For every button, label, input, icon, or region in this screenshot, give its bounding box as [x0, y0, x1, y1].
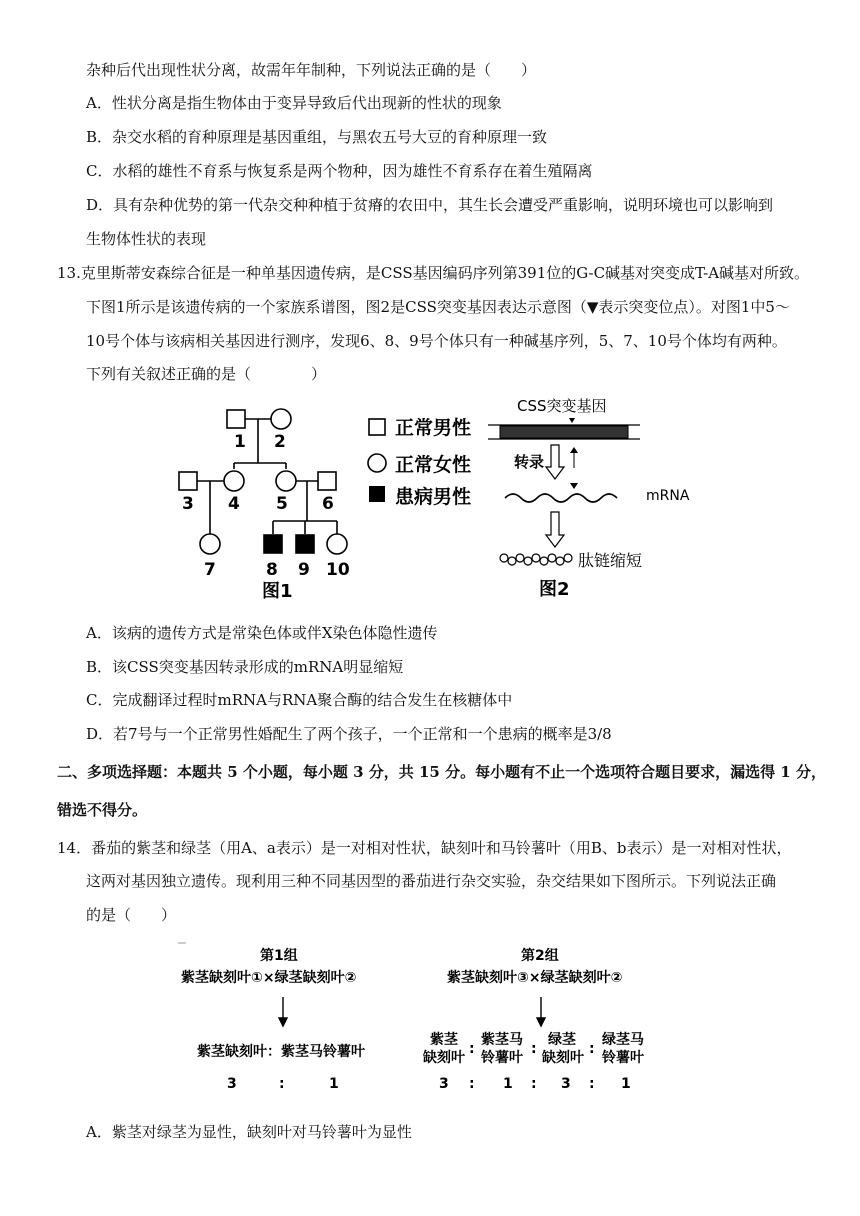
q13-stem-line3: 10号个体与该病相关基因进行测序，发现6、8、9号个体只有一种碱基序列，5、7、10号个体均有两种。	[86, 332, 787, 350]
q13-option-c: C．完成翻译过程时mRNA与RNA聚合酶的结合发生在核糖体中	[86, 691, 513, 709]
group2-ratio-3: 3	[561, 1076, 571, 1092]
q14-stem-line3: 的是（ ）	[86, 906, 177, 924]
legend-affected-symbol	[369, 486, 385, 502]
group2-ratio-4: 1	[621, 1076, 631, 1092]
pedigree-label-2: 2	[274, 432, 286, 452]
pedigree-individual-5	[276, 471, 296, 491]
group2-p2-line2: 铃薯叶	[481, 1050, 523, 1066]
group2-p1-line2: 缺刻叶	[423, 1050, 465, 1066]
q14-stem-line2: 这两对基因独立遗传。现利用三种不同基因型的番茄进行杂交实验，杂交结果如下图所示。下列说法正确	[86, 872, 777, 890]
pedigree-label-5: 5	[276, 494, 288, 514]
group2-p3-line2: 缺刻叶	[542, 1050, 584, 1066]
group2-p4-line2: 铃薯叶	[602, 1050, 644, 1066]
mutation-marker-mrna	[570, 483, 578, 489]
group2-ratio-2: 1	[503, 1076, 513, 1092]
q13-option-d: D．若7号与一个正常男性婚配生了两个孩子，一个正常和一个患病的概率是3/8	[86, 725, 612, 743]
mutation-marker-arrow	[570, 447, 578, 453]
peptide-chain	[500, 554, 572, 565]
transcription-label: 转录	[514, 453, 545, 471]
pedigree-individual-2	[271, 409, 291, 429]
q14-option-a: A．紫茎对绿茎为显性，缺刻叶对马铃薯叶为显性	[86, 1123, 412, 1141]
q14-stem-line1: 14．番茄的紫茎和绿茎（用A、a表示）是一对相对性状，缺刻叶和马铃薯叶（用B、b表示）是一对相对性状，	[57, 839, 792, 857]
pedigree-individual-4	[224, 471, 244, 491]
mrna-strand	[505, 494, 617, 502]
q12-option-b: B．杂交水稻的育种原理是基因重组，与黑农五号大豆的育种原理一致	[86, 128, 548, 146]
legend-female-symbol	[368, 454, 386, 472]
pedigree-chart	[179, 409, 347, 554]
pedigree-label-3: 3	[182, 494, 194, 514]
pedigree-individual-1	[227, 410, 245, 428]
pedigree-label-10: 10	[326, 560, 350, 580]
q12-option-d-line1: D．具有杂种优势的第一代杂交种种植于贫瘠的农田中，其生长会遭受严重影响，说明环境也可以影响到	[86, 196, 774, 214]
group2-ratio-colon-3: :	[589, 1076, 595, 1092]
group2-title: 第2组	[521, 948, 559, 964]
pedigree-individual-10	[327, 534, 347, 554]
legend-female-label: 正常女性	[395, 454, 472, 476]
pedigree-label-1: 1	[234, 432, 246, 452]
translation-arrow	[546, 512, 564, 547]
group2-p1-line1: 紫茎	[430, 1032, 458, 1048]
figure2-caption: 图2	[539, 579, 570, 600]
group2-cross: 紫茎缺刻叶③×绿茎缺刻叶②	[447, 970, 623, 986]
legend-male-label: 正常男性	[395, 417, 472, 439]
group2-p3-line1: 绿茎	[548, 1032, 576, 1048]
pedigree-individual-6	[318, 472, 336, 490]
group1-ratio-a: 3	[227, 1076, 237, 1092]
pedigree-individual-7	[200, 534, 220, 554]
q13-option-b: B．该CSS突变基因转录形成的mRNA明显缩短	[86, 658, 404, 676]
peptide-label: 肽链缩短	[578, 551, 643, 570]
transcription-arrow	[546, 445, 564, 479]
group2-ratio-colon-2: :	[531, 1076, 537, 1092]
section2-heading-line1: 二、多项选择题：本题共 5 个小题，每小题 3 分，共 15 分。每小题有不止一个选项符合题目要求，漏选得 1 分，	[57, 763, 826, 781]
group1-ratio-colon: :	[279, 1076, 285, 1092]
pedigree-label-4: 4	[228, 494, 240, 514]
section2-heading-line2: 错选不得分。	[57, 801, 148, 819]
group2-p2-line1: 紫茎马	[481, 1032, 523, 1048]
pedigree-label-9: 9	[298, 560, 310, 580]
pedigree-label-6: 6	[322, 494, 334, 514]
q14-cross-diagram	[175, 940, 695, 1100]
q12-option-c: C．水稻的雄性不育系与恢复系是两个物种，因为雄性不育系存在着生殖隔离	[86, 162, 593, 180]
group1-title: 第1组	[260, 948, 298, 964]
group2-p4-line1: 绿茎马	[602, 1032, 644, 1048]
mutation-marker-gene	[569, 418, 575, 423]
pedigree-label-8: 8	[266, 560, 278, 580]
legend	[368, 416, 471, 508]
figure1-caption: 图1	[262, 581, 293, 602]
q13-stem-line4: 下列有关叙述正确的是（ ）	[86, 365, 327, 383]
group1-ratio-b: 1	[329, 1076, 339, 1092]
q13-figure	[170, 395, 690, 605]
q13-stem-line1: 13.克里斯蒂安森综合征是一种单基因遗传病，是CSS基因编码序列第391位的G-C碱基对突变成T-A碱基对所致。	[57, 264, 810, 282]
q13-stem-line2: 下图1所示是该遗传病的一个家族系谱图，图2是CSS突变基因表达示意图（▼表示突变位点）。对图1中5～	[86, 298, 790, 316]
group2-colon-2: :	[531, 1041, 537, 1057]
group1-cross: 紫茎缺刻叶①×绿茎缺刻叶②	[181, 970, 357, 986]
pedigree-individual-9	[296, 535, 314, 553]
q12-option-a: A．性状分离是指生物体由于变异导致后代出现新的性状的现象	[86, 94, 502, 112]
q13-option-a: A．该病的遗传方式是常染色体或伴X染色体隐性遗传	[86, 624, 438, 642]
pedigree-individual-8	[264, 535, 282, 553]
pedigree-label-7: 7	[204, 560, 216, 580]
group1-result: 紫茎缺刻叶：紫茎马铃薯叶	[197, 1044, 365, 1060]
pedigree-individual-3	[179, 472, 197, 490]
legend-male-symbol	[369, 419, 385, 435]
legend-affected-label: 患病男性	[395, 486, 472, 508]
group2-colon-3: :	[589, 1041, 595, 1057]
group2-colon-1: :	[469, 1041, 475, 1057]
group2-ratio-1: 3	[439, 1076, 449, 1092]
q12-stem-tail: 杂种后代出现性状分离，故需年年制种，下列说法正确的是（ ）	[86, 61, 537, 79]
gene-label: CSS突变基因	[517, 397, 607, 415]
gene-bar	[500, 426, 628, 438]
group2-ratio-colon-1: :	[469, 1076, 475, 1092]
q12-option-d-line2: 生物体性状的表现	[86, 230, 207, 248]
gene-expression-diagram	[488, 397, 690, 600]
mrna-label: mRNA	[646, 488, 690, 504]
